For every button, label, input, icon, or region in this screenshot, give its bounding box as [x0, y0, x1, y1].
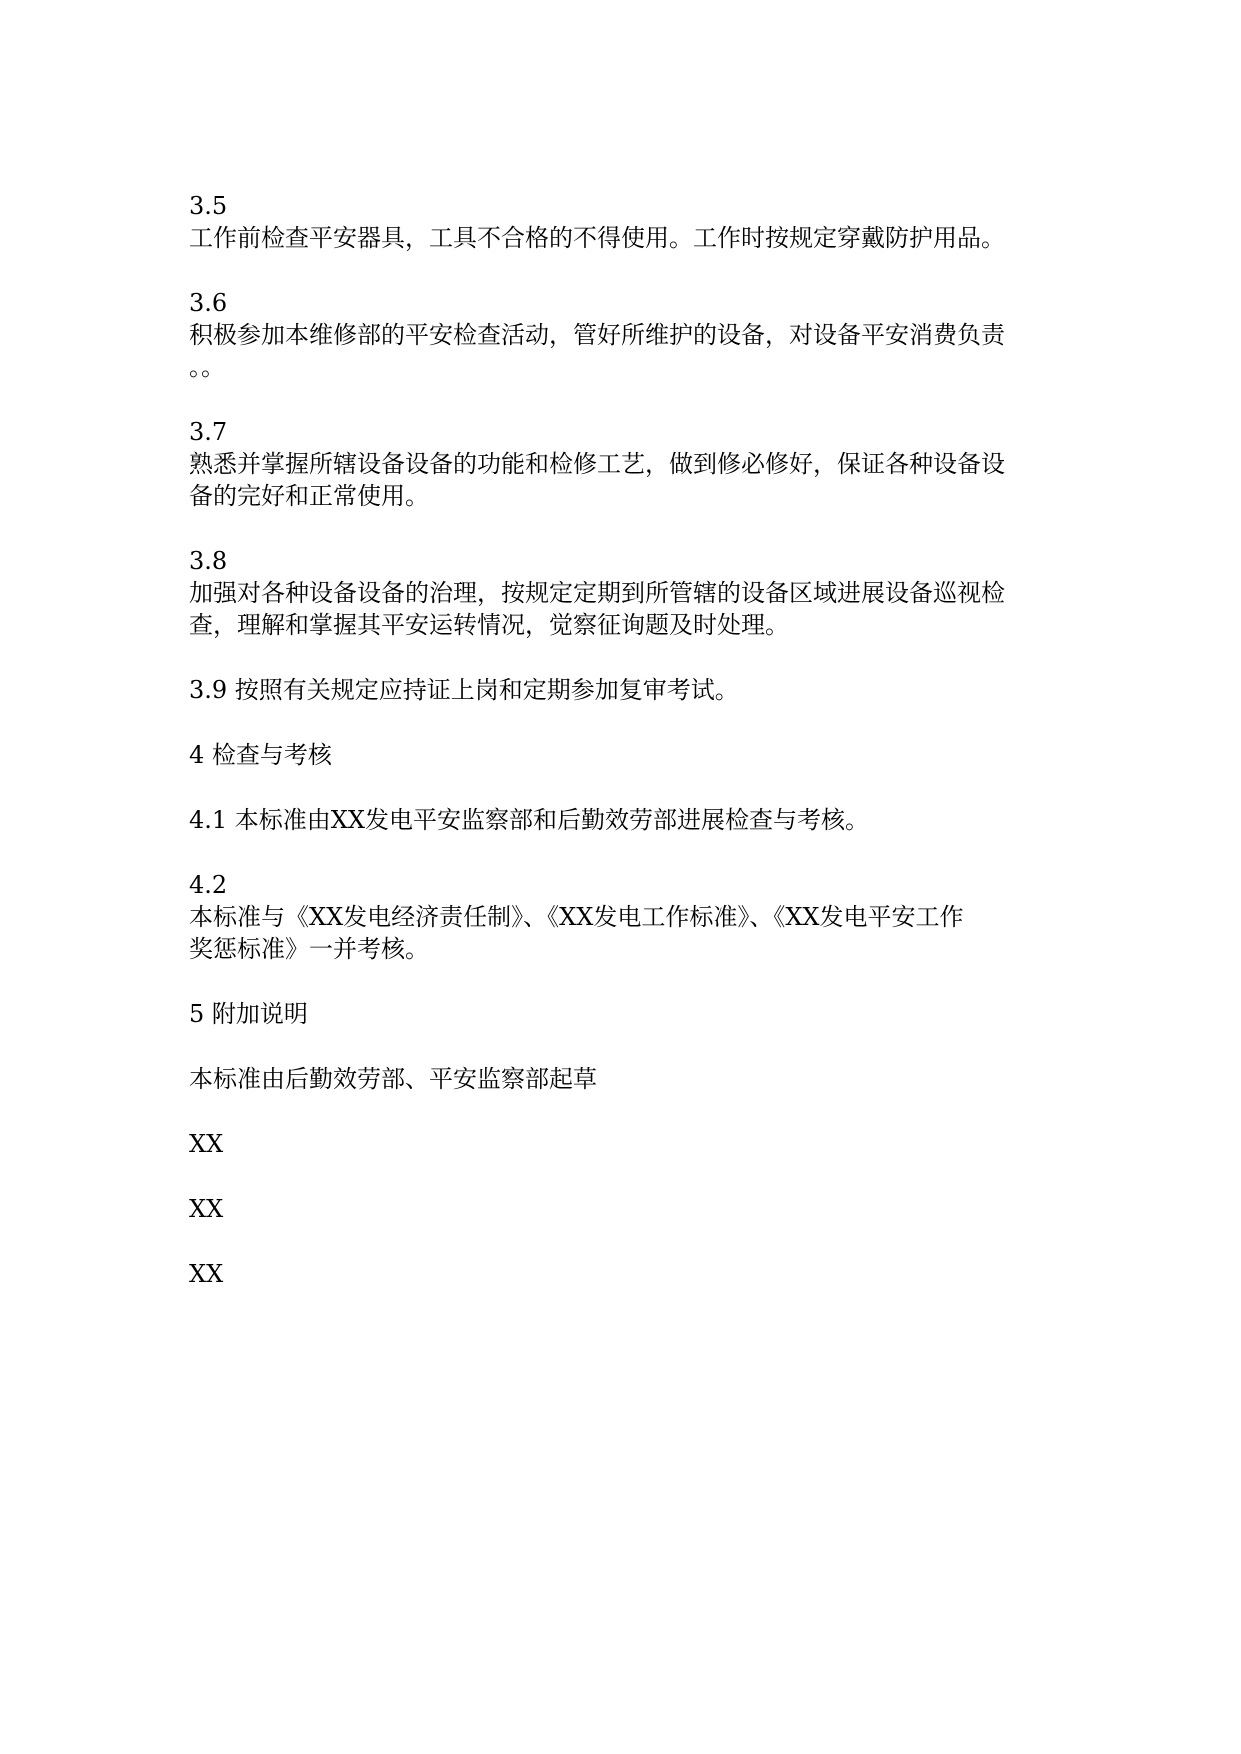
- paragraph-line: 本标准由后勤效劳部、平安监察部起草: [189, 1065, 597, 1093]
- section-3-5: [189, 190, 1059, 254]
- placeholder-line-2: [189, 1193, 1059, 1225]
- paragraph-line: 本标准与《XX发电经济责任制》、《XX发电工作标准》、《XX发电平安工作: [189, 903, 964, 931]
- section-4-1: [189, 804, 1059, 836]
- section-number: 4.2: [189, 871, 228, 899]
- paragraph-line: 工作前检查平安器具，工具不合格的不得使用。工作时按规定穿戴防护用品。: [189, 224, 1005, 252]
- heading-5: [189, 998, 1059, 1030]
- paragraph-line: 3.9 按照有关规定应持证上岗和定期参加复审考试。: [189, 676, 739, 704]
- paragraph-line: 备的完好和正常使用。: [189, 482, 429, 510]
- placeholder-line-3: [189, 1258, 1059, 1290]
- section-3-9: [189, 674, 1059, 706]
- document-body: [189, 190, 1059, 1290]
- section-heading: 5 附加说明: [189, 1000, 308, 1028]
- section-heading: 4 检查与考核: [189, 741, 332, 769]
- placeholder-text: XX: [189, 1195, 224, 1223]
- section-number: 3.8: [189, 547, 228, 575]
- placeholder-text: XX: [189, 1260, 224, 1288]
- paragraph-line: 查，理解和掌握其平安运转情况，觉察征询题及时处理。: [189, 611, 789, 639]
- placeholder-text: XX: [189, 1130, 224, 1158]
- section-3-7: [189, 416, 1059, 512]
- section-3-8: [189, 545, 1059, 641]
- drafting-note: [189, 1063, 1059, 1095]
- heading-4: [189, 739, 1059, 771]
- paragraph-line: 。。: [189, 353, 225, 381]
- paragraph-line: 积极参加本维修部的平安检查活动，管好所维护的设备，对设备平安消费负责: [189, 321, 1005, 349]
- paragraph-line: 加强对各种设备设备的治理，按规定定期到所管辖的设备区域进展设备巡视检: [189, 579, 1005, 607]
- section-number: 3.6: [189, 289, 228, 317]
- section-number: 3.5: [189, 192, 228, 220]
- placeholder-line-1: [189, 1128, 1059, 1160]
- paragraph-line: 奖惩标准》一并考核。: [189, 935, 429, 963]
- section-4-2: [189, 869, 1059, 965]
- paragraph-line: 熟悉并掌握所辖设备设备的功能和检修工艺，做到修必修好，保证各种设备设: [189, 450, 1005, 478]
- paragraph-line: 4.1 本标准由XX发电平安监察部和后勤效劳部进展检查与考核。: [189, 806, 869, 834]
- section-number: 3.7: [189, 418, 228, 446]
- section-3-6: [189, 287, 1059, 383]
